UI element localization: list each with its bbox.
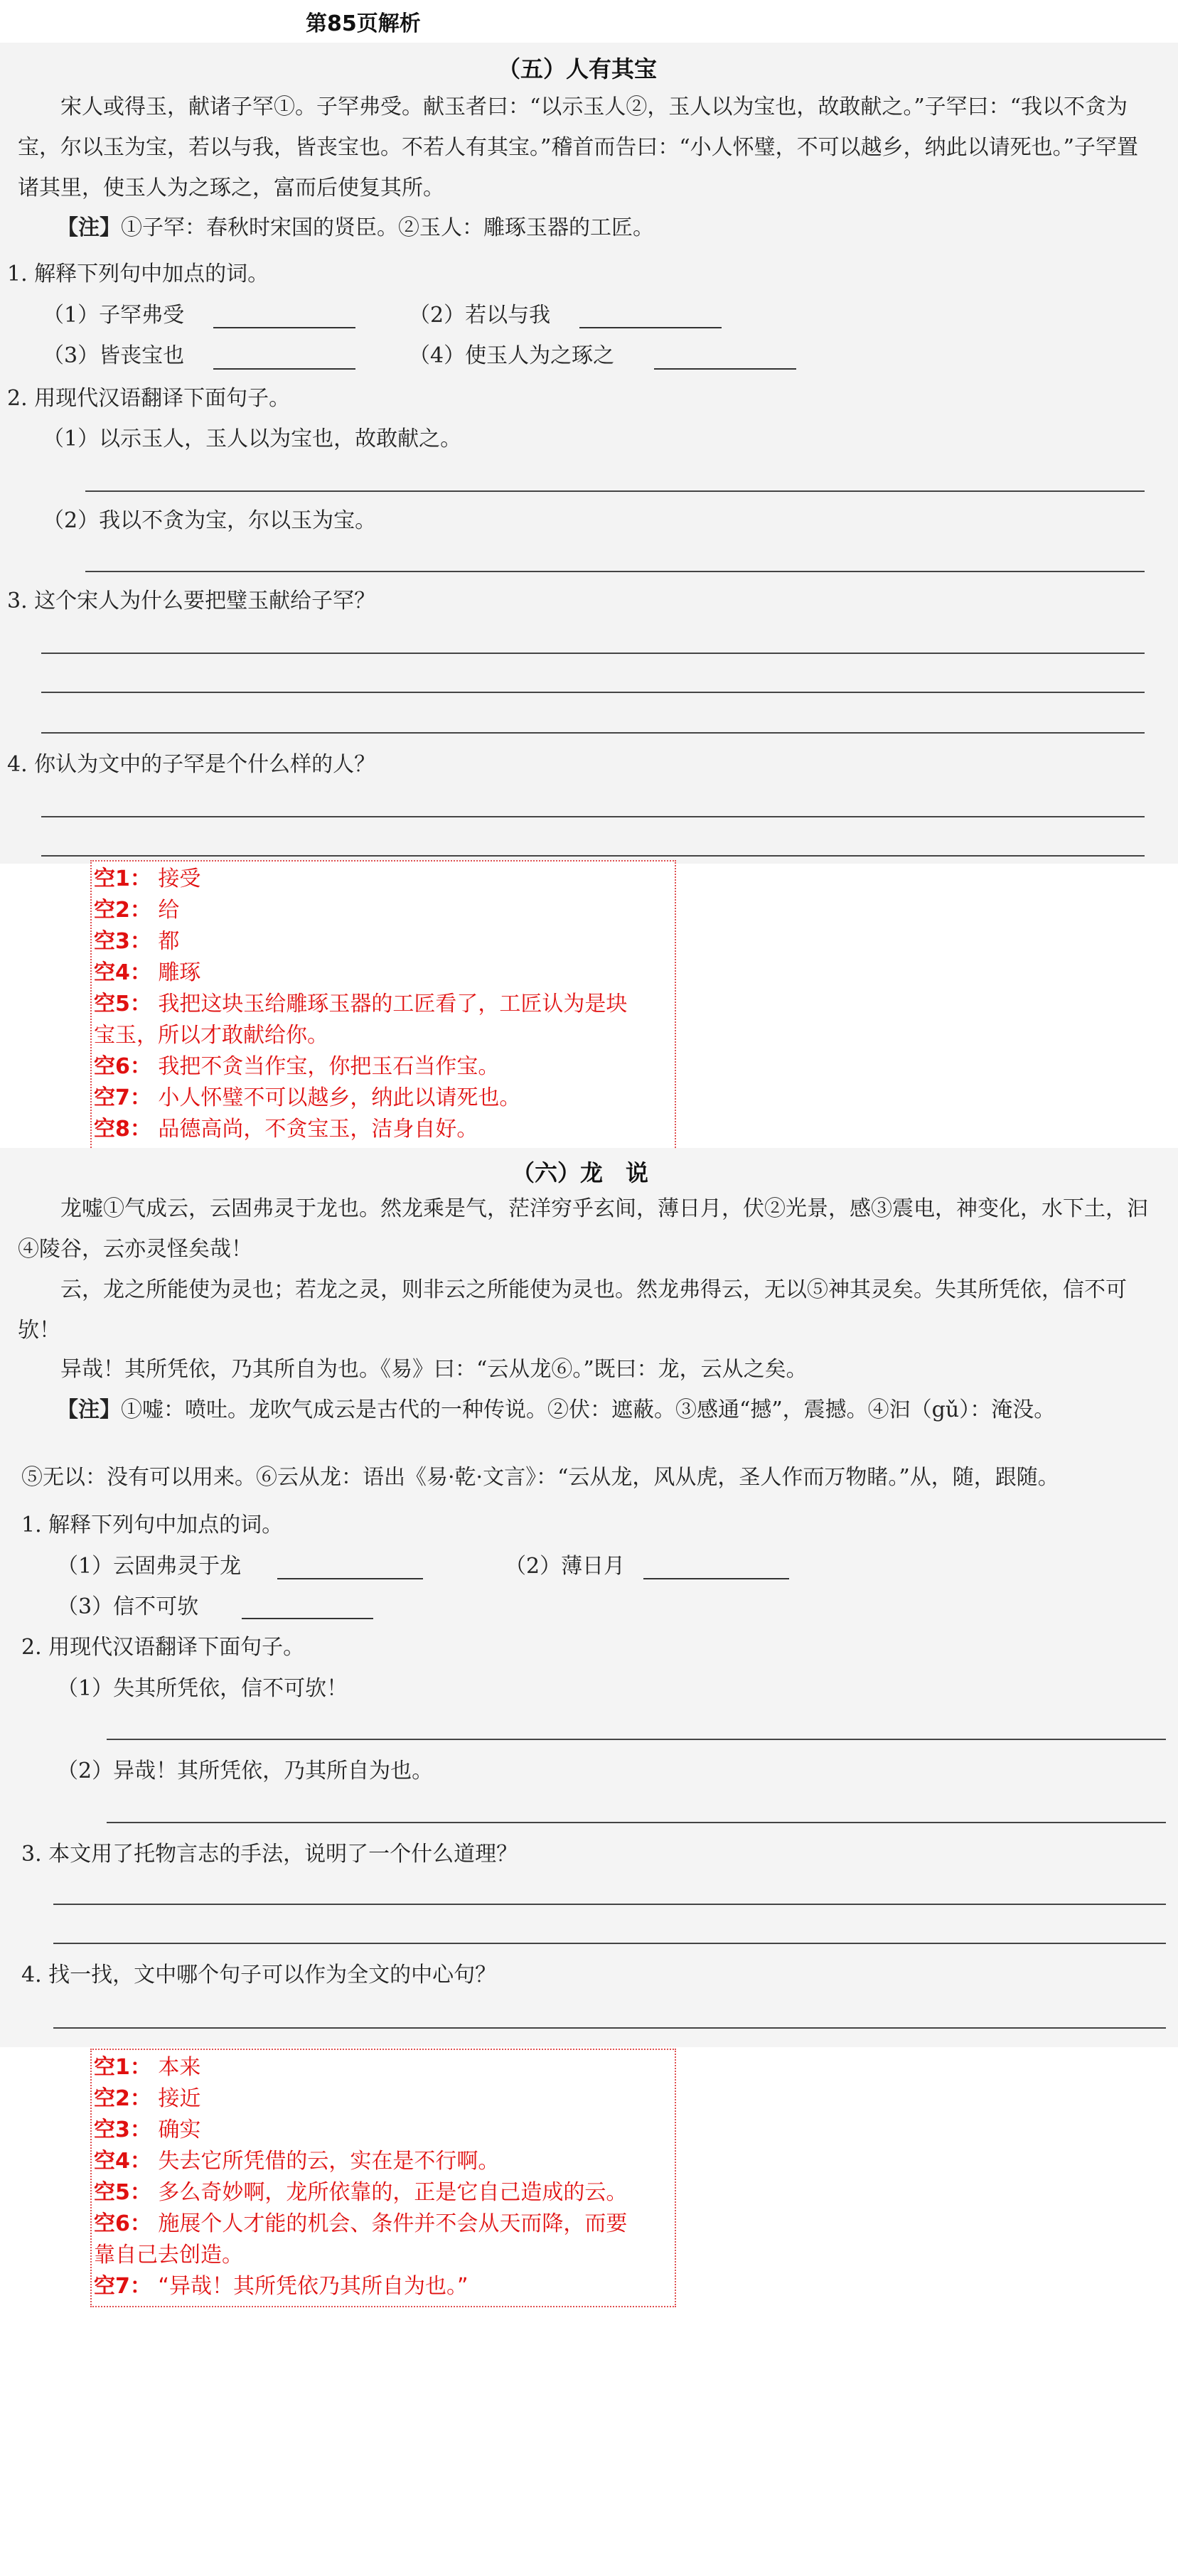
section-5-passage: 宋人或得玉，献诸子罕①。子罕弗受。献玉者曰：“以示玉人②，玉人以为宝也，故敢献之。”子罕曰：“我以不贪为宝，尔以玉为宝，若以与我，皆丧宝也。不若人有其宝。”稽首而告曰：“小人怀璧，不可以越乡，纳此以请死也。”子罕置诸其里，使玉人为之琢之，富而后使复其所。 bbox=[18, 95, 1139, 200]
s6-question-1: 1. 解释下列句中加点的词。 bbox=[21, 1513, 284, 1537]
s6-q1-item-3: （3）信不可欤 bbox=[57, 1594, 199, 1619]
s6-q1-blank-2[interactable] bbox=[643, 1575, 789, 1579]
note-text: ①嘘：喷吐。龙吹气成云是古代的一种传说。②伏：遮蔽。③感通“撼”，震撼。④汩（gǔ）：淹没。 bbox=[121, 1397, 1056, 1422]
s6-q2-answer-line-1[interactable] bbox=[107, 1739, 1166, 1740]
s5-answer-8: 空8： 品德高尚，不贪宝玉，洁身自好。 bbox=[94, 1117, 478, 1142]
s5-answer-6: 空6： 我把不贪当作宝，你把玉石当作宝。 bbox=[94, 1054, 500, 1079]
s5-answer-5: 空5： 我把这块玉给雕琢玉器的工匠看了，工匠认为是块 bbox=[94, 992, 628, 1016]
s6-answer-7: 空7： “异哉！其所凭依乃其所自为也。” bbox=[94, 2274, 468, 2299]
s6-q2-item-2: （2）异哉！其所凭依，乃其所自为也。 bbox=[57, 1759, 434, 1783]
s5-question-4: 4. 你认为文中的子罕是个什么样的人？ bbox=[7, 752, 376, 777]
s5-q1-blank-3[interactable] bbox=[213, 365, 355, 370]
s6-question-4: 4. 找一找，文中哪个句子可以作为全文的中心句？ bbox=[21, 1963, 497, 1987]
s6-answer-6: 空6： 施展个人才能的机会、条件并不会从天而降，而要 bbox=[94, 2211, 628, 2236]
s5-q4-answer-line-1[interactable] bbox=[41, 816, 1145, 817]
note-text: ①子罕：春秋时宋国的贤臣。②玉人：雕琢玉器的工匠。 bbox=[121, 215, 654, 240]
s5-q3-answer-line-2[interactable] bbox=[41, 692, 1145, 693]
section-6-note-2: ⑤无以：没有可以用来。⑥云从龙：语出《易·乾·文言》：“云从龙，风从虎，圣人作而万物睹。”从，随，跟随。 bbox=[21, 1465, 1059, 1490]
s5-question-3: 3. 这个宋人为什么要把璧玉献给子罕？ bbox=[7, 589, 376, 613]
s6-answer-1: 空1： 本来 bbox=[94, 2055, 201, 2080]
s6-q2-item-1: （1）失其所凭依，信不可欤！ bbox=[57, 1676, 348, 1701]
s5-answer-2: 空2： 给 bbox=[94, 898, 180, 923]
s5-q1-item-3: （3）皆丧宝也 bbox=[43, 343, 185, 368]
note-label: 【注】 bbox=[57, 215, 121, 240]
s6-answer-2: 空2： 接近 bbox=[94, 2086, 201, 2111]
s5-answer-3: 空3： 都 bbox=[94, 929, 180, 954]
s5-q4-answer-line-2[interactable] bbox=[41, 855, 1145, 857]
s5-answer-4: 空4： 雕琢 bbox=[94, 960, 201, 985]
s6-q3-answer-line-2[interactable] bbox=[53, 1943, 1166, 1944]
s5-q1-item-1: （1）子罕弗受 bbox=[43, 303, 185, 328]
section-6-title: （六）龙 说 bbox=[512, 1159, 649, 1186]
s6-q3-answer-line-1[interactable] bbox=[53, 1904, 1166, 1905]
s5-q1-item-4: （4）使玉人为之琢之 bbox=[409, 343, 615, 368]
section-6-passage-1: 龙嘘①气成云，云固弗灵于龙也。然龙乘是气，茫洋穷乎玄间，薄日月，伏②光景，感③震电，神变化，水下土，汩④陵谷，云亦灵怪矣哉！ bbox=[18, 1196, 1148, 1262]
note-label: 【注】 bbox=[57, 1397, 121, 1422]
s5-question-2: 2. 用现代汉语翻译下面句子。 bbox=[7, 386, 291, 411]
s6-answer-4: 空4： 失去它所凭借的云，实在是不行啊。 bbox=[94, 2149, 500, 2174]
section-5-note bbox=[57, 208, 1152, 248]
s5-q2-answer-line-1[interactable] bbox=[85, 490, 1145, 492]
s5-answer-1: 空1： 接受 bbox=[94, 866, 201, 891]
s6-q1-item-1: （1）云固弗灵于龙 bbox=[57, 1554, 242, 1579]
s6-question-3: 3. 本文用了托物言志的手法，说明了一个什么道理？ bbox=[21, 1842, 518, 1867]
s6-answer-6-cont: 靠自己去创造。 bbox=[94, 2243, 243, 2268]
s6-q1-blank-3[interactable] bbox=[242, 1615, 373, 1619]
s6-answer-5: 空5： 多么奇妙啊，龙所依靠的，正是它自己造成的云。 bbox=[94, 2180, 628, 2205]
section-6-passage-2: 云，龙之所能使为灵也；若龙之灵，则非云之所能使为灵也。然龙弗得云，无以⑤神其灵矣。失其所凭依，信不可欤！ bbox=[18, 1277, 1127, 1343]
s5-q2-item-2: （2）我以不贪为宝，尔以玉为宝。 bbox=[43, 508, 377, 533]
s6-q2-answer-line-2[interactable] bbox=[107, 1822, 1166, 1823]
section-5-title: （五）人有其宝 bbox=[498, 55, 658, 82]
s6-q4-answer-line-1[interactable] bbox=[53, 2027, 1166, 2029]
s5-q1-blank-4[interactable] bbox=[654, 365, 796, 370]
s5-q1-blank-2[interactable] bbox=[579, 324, 722, 328]
s5-answer-5-cont: 宝玉，所以才敢献给你。 bbox=[94, 1023, 328, 1048]
s5-q3-answer-line-3[interactable] bbox=[41, 732, 1145, 734]
s5-answer-7: 空7： 小人怀璧不可以越乡，纳此以请死也。 bbox=[94, 1085, 521, 1110]
s5-q2-item-1: （1）以示玉人，玉人以为宝也，故敢献之。 bbox=[43, 426, 462, 451]
s6-answer-3: 空3： 确实 bbox=[94, 2118, 201, 2142]
section-6-passage-3: 异哉！其所凭依，乃其所自为也。《易》曰：“云从龙⑥。”既曰：龙，云从之矣。 bbox=[60, 1357, 808, 1382]
s5-q3-answer-line-1[interactable] bbox=[41, 653, 1145, 654]
s6-question-2: 2. 用现代汉语翻译下面句子。 bbox=[21, 1635, 305, 1660]
page-title: 第85页解析 bbox=[306, 11, 421, 36]
section-6-note bbox=[57, 1390, 1166, 1430]
s6-q1-item-2: （2）薄日月 bbox=[505, 1554, 626, 1579]
s5-q1-blank-1[interactable] bbox=[213, 324, 355, 328]
s6-q1-blank-1[interactable] bbox=[277, 1575, 423, 1579]
s5-q1-item-2: （2）若以与我 bbox=[409, 303, 551, 328]
s5-q2-answer-line-2[interactable] bbox=[85, 571, 1145, 572]
s5-question-1: 1. 解释下列句中加点的词。 bbox=[7, 262, 269, 286]
